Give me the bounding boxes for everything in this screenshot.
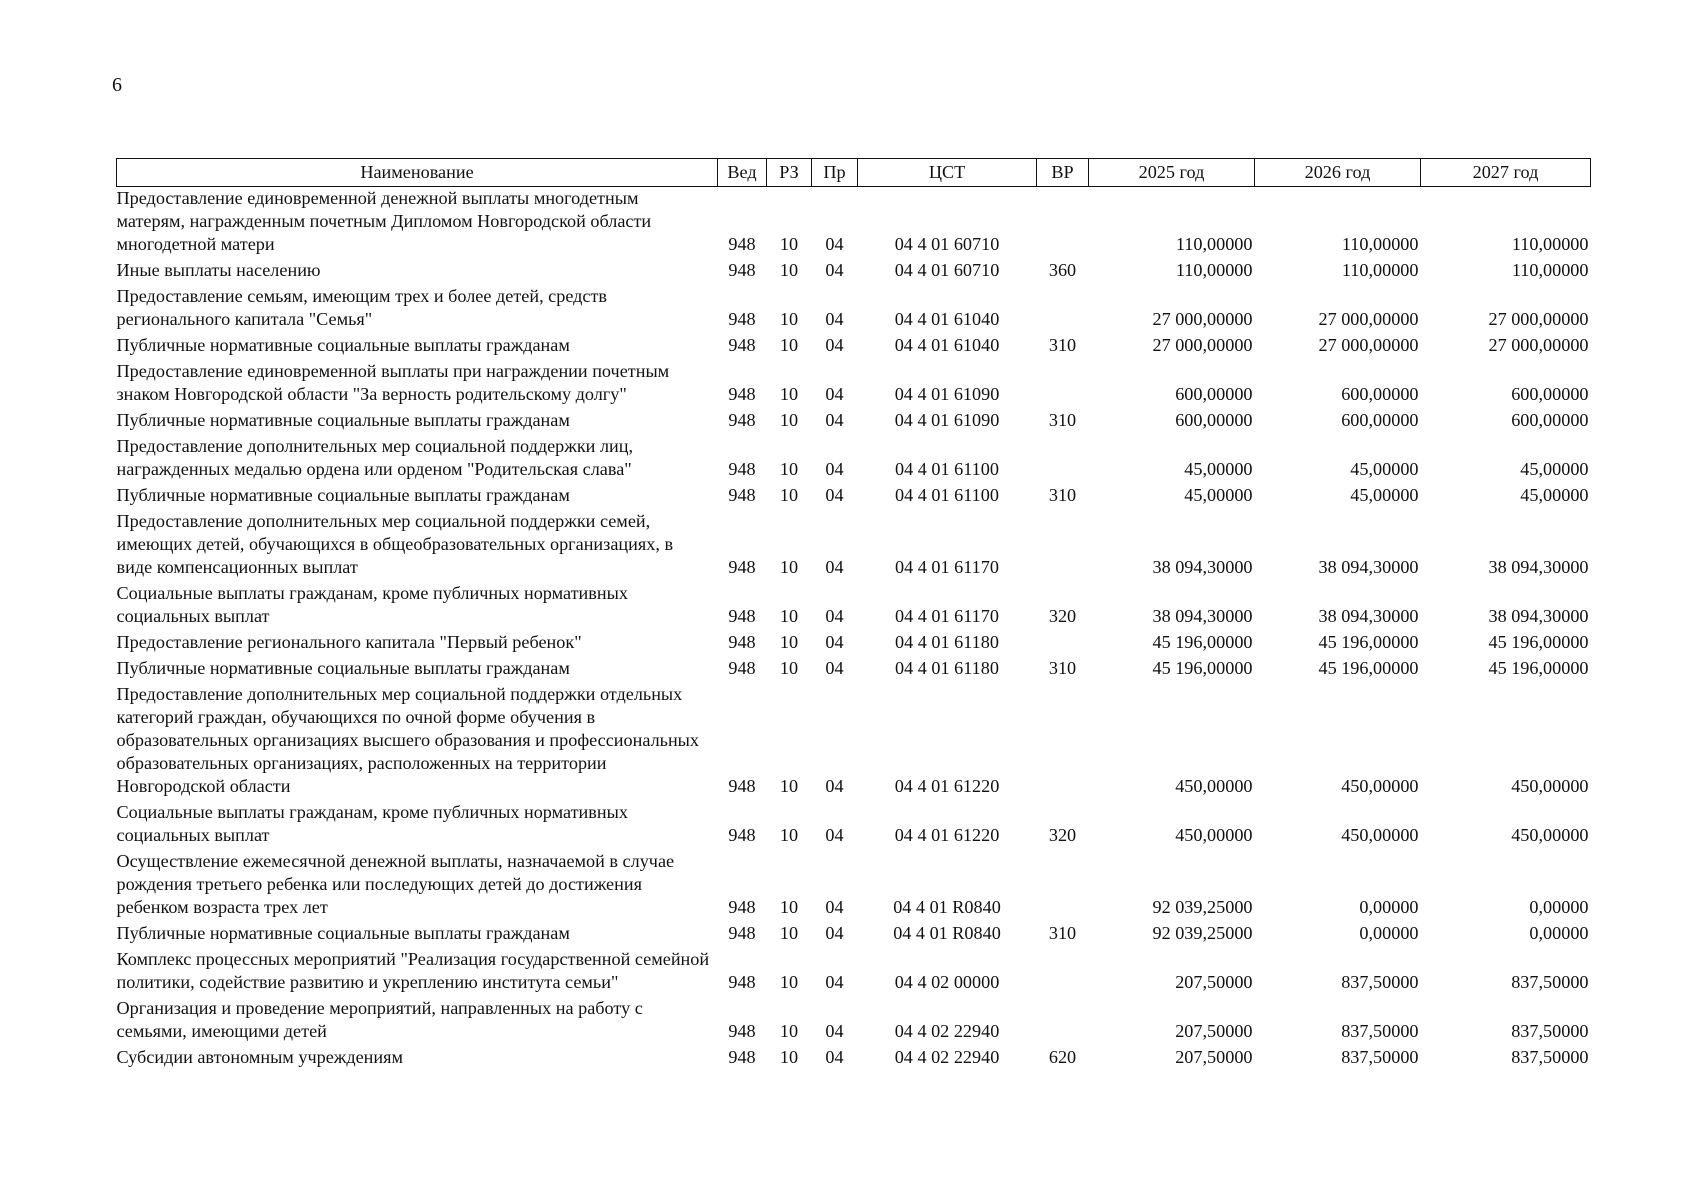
row-ved: 948 (728, 897, 756, 917)
row-cst: 04 4 01 61180 (895, 658, 999, 678)
row-value-2026: 27 000,00000 (1318, 309, 1419, 329)
row-ved: 948 (728, 1047, 756, 1067)
row-vr (1037, 435, 1089, 484)
row-pr: 04 (825, 260, 844, 280)
row-name: Социальные выплаты гражданам, кроме публичных нормативных социальных выплат (116, 802, 628, 845)
row-value-2025: 450,00000 (1175, 776, 1253, 796)
row-value-2027: 0,00000 (1529, 897, 1589, 917)
row-rz: 10 (779, 1021, 799, 1041)
row-vr (1037, 360, 1089, 409)
row-value-2026: 837,50000 (1341, 1047, 1419, 1067)
row-cst: 04 4 01 61100 (895, 459, 999, 479)
row-value-2027: 837,50000 (1511, 972, 1589, 992)
table-row (117, 187, 1591, 260)
row-pr: 04 (825, 776, 844, 796)
row-vr: 360 (1048, 260, 1077, 280)
table-row (117, 334, 1591, 360)
row-ved: 948 (728, 825, 756, 845)
row-name: Предоставление дополнительных мер социальной поддержки семей, имеющих детей, обучающихся в общеобразовательных организациях, в виде компенсационных выплат (116, 511, 674, 577)
row-value-2026: 38 094,30000 (1318, 606, 1419, 626)
row-rz: 10 (779, 632, 799, 652)
row-value-2026: 45,00000 (1350, 459, 1419, 479)
row-value-2025: 600,00000 (1175, 410, 1253, 430)
row-pr: 04 (825, 384, 844, 404)
row-value-2026: 600,00000 (1341, 384, 1419, 404)
row-cst: 04 4 01 60710 (894, 260, 1000, 280)
row-value-2025: 92 039,25000 (1152, 897, 1253, 917)
row-pr: 04 (825, 972, 844, 992)
row-value-2025: 45 196,00000 (1152, 658, 1253, 678)
row-ved: 948 (728, 309, 756, 329)
row-ved: 948 (728, 485, 756, 505)
row-name: Осуществление ежемесячной денежной выплаты, назначаемой в случае рождения третьего ребенка или последующих детей до достижения ребенком возраста трех лет (116, 851, 675, 917)
row-value-2025: 450,00000 (1175, 825, 1253, 845)
table-body (117, 187, 1591, 1073)
row-value-2027: 600,00000 (1511, 384, 1589, 404)
row-pr: 04 (825, 606, 844, 626)
row-name: Комплекс процессных мероприятий "Реализация государственной семейной политики, содействие развитию и укреплению института семьи" (116, 949, 710, 992)
row-ved: 948 (728, 658, 756, 678)
row-name: Предоставление единовременной выплаты при награждении почетным знаком Новгородской области "За верность родительскому долгу" (116, 361, 670, 404)
row-cst: 04 4 01 R0840 (893, 897, 1001, 917)
table-row (117, 285, 1591, 334)
table-row (117, 631, 1591, 657)
row-pr: 04 (825, 335, 844, 355)
row-vr: 310 (1048, 923, 1077, 943)
row-value-2027: 45 196,00000 (1488, 658, 1589, 678)
row-value-2027: 600,00000 (1511, 410, 1589, 430)
row-name: Публичные нормативные социальные выплаты гражданам (116, 410, 570, 430)
row-rz: 10 (779, 384, 799, 404)
row-ved: 948 (728, 1021, 756, 1041)
row-value-2026: 38 094,30000 (1318, 557, 1419, 577)
row-value-2025: 207,50000 (1175, 972, 1253, 992)
row-value-2026: 110,00000 (1341, 234, 1419, 254)
row-value-2025: 38 094,30000 (1152, 557, 1253, 577)
table-row (117, 922, 1591, 948)
row-cst: 04 4 01 61100 (895, 485, 999, 505)
row-vr (1037, 285, 1089, 334)
row-ved: 948 (728, 923, 756, 943)
row-name: Предоставление дополнительных мер социальной поддержки отдельных категорий граждан, обучающихся по очной форме обучения в образовательных организациях высшего образования и профессиональных образовательных организациях, расположенных на территории Новгородской области (116, 684, 699, 796)
row-name: Предоставление единовременной денежной выплаты многодетным матерям, награжденным почетным Дипломом Новгородской области многодетной матери (116, 188, 652, 254)
row-pr: 04 (825, 632, 844, 652)
row-cst: 04 4 01 61220 (894, 776, 1000, 796)
row-vr (1037, 850, 1089, 922)
row-value-2027: 27 000,00000 (1488, 309, 1589, 329)
row-pr: 04 (825, 1021, 844, 1041)
row-value-2027: 0,00000 (1529, 923, 1589, 943)
row-value-2025: 27 000,00000 (1152, 335, 1253, 355)
row-value-2027: 110,00000 (1511, 260, 1589, 280)
row-value-2025: 45,00000 (1184, 485, 1253, 505)
row-ved: 948 (728, 260, 756, 280)
table-row (117, 435, 1591, 484)
row-name: Иные выплаты населению (116, 260, 321, 280)
row-value-2026: 450,00000 (1341, 825, 1419, 845)
row-pr: 04 (825, 410, 844, 430)
row-vr: 320 (1048, 825, 1077, 845)
row-ved: 948 (728, 234, 756, 254)
row-value-2027: 45,00000 (1520, 485, 1589, 505)
row-rz: 10 (779, 260, 799, 280)
row-value-2025: 110,00000 (1175, 260, 1253, 280)
row-pr: 04 (825, 1047, 844, 1067)
row-cst: 04 4 01 61170 (895, 557, 999, 577)
row-rz: 10 (779, 658, 799, 678)
row-pr: 04 (825, 658, 844, 678)
row-pr: 04 (825, 234, 844, 254)
budget-table (116, 158, 1591, 1072)
row-name: Организация и проведение мероприятий, направленных на работу с семьями, имеющими детей (116, 998, 643, 1041)
row-name: Субсидии автономным учреждениям (116, 1047, 404, 1067)
row-ved: 948 (728, 410, 756, 430)
table-row (117, 948, 1591, 997)
row-value-2026: 600,00000 (1341, 410, 1419, 430)
row-rz: 10 (779, 825, 799, 845)
row-value-2026: 837,50000 (1341, 972, 1419, 992)
row-vr: 620 (1048, 1047, 1077, 1067)
header-vr: ВР (1037, 159, 1089, 187)
row-rz: 10 (779, 776, 799, 796)
row-pr: 04 (825, 557, 844, 577)
row-cst: 04 4 01 61090 (894, 384, 1000, 404)
row-ved: 948 (728, 972, 756, 992)
table-row (117, 360, 1591, 409)
table-row (117, 850, 1591, 922)
row-vr: 310 (1048, 335, 1077, 355)
row-rz: 10 (779, 335, 799, 355)
row-value-2027: 837,50000 (1511, 1047, 1589, 1067)
row-rz: 10 (779, 309, 799, 329)
row-value-2027: 38 094,30000 (1488, 606, 1589, 626)
row-name: Публичные нормативные социальные выплаты гражданам (116, 923, 570, 943)
row-value-2025: 45,00000 (1184, 459, 1253, 479)
row-cst: 04 4 02 00000 (894, 972, 1000, 992)
header-2027: 2027 год (1421, 159, 1591, 187)
row-value-2027: 450,00000 (1511, 776, 1589, 796)
row-ved: 948 (728, 606, 756, 626)
row-rz: 10 (779, 923, 799, 943)
row-vr (1037, 948, 1089, 997)
row-ved: 948 (728, 335, 756, 355)
row-ved: 948 (728, 459, 756, 479)
row-vr: 310 (1048, 485, 1077, 505)
row-value-2027: 837,50000 (1511, 1021, 1589, 1041)
row-name: Предоставление дополнительных мер социальной поддержки лиц, награжденных медалью ордена или орденом "Родительская слава" (116, 436, 634, 479)
row-cst: 04 4 01 61040 (894, 335, 1000, 355)
row-rz: 10 (779, 1047, 799, 1067)
header-2026: 2026 год (1255, 159, 1421, 187)
row-value-2025: 207,50000 (1175, 1047, 1253, 1067)
row-vr: 310 (1048, 658, 1077, 678)
row-vr (1037, 187, 1089, 260)
row-cst: 04 4 01 R0840 (893, 923, 1001, 943)
table-row (117, 997, 1591, 1046)
row-value-2025: 92 039,25000 (1152, 923, 1253, 943)
row-value-2026: 0,00000 (1359, 923, 1419, 943)
row-rz: 10 (779, 459, 799, 479)
row-value-2027: 27 000,00000 (1488, 335, 1589, 355)
row-rz: 10 (779, 234, 799, 254)
row-cst: 04 4 01 61090 (894, 410, 1000, 430)
row-value-2026: 27 000,00000 (1318, 335, 1419, 355)
table-row (117, 582, 1591, 631)
row-value-2025: 110,00000 (1175, 234, 1253, 254)
row-name: Предоставление семьям, имеющим трех и более детей, средств регионального капитала "Семья" (116, 286, 608, 329)
row-ved: 948 (728, 776, 756, 796)
table-row (117, 683, 1591, 801)
row-ved: 948 (728, 557, 756, 577)
row-value-2025: 45 196,00000 (1152, 632, 1253, 652)
row-value-2027: 45 196,00000 (1488, 632, 1589, 652)
row-rz: 10 (779, 606, 799, 626)
row-value-2026: 110,00000 (1341, 260, 1419, 280)
row-vr (1037, 510, 1089, 582)
row-vr: 310 (1048, 410, 1077, 430)
row-value-2025: 38 094,30000 (1152, 606, 1253, 626)
table-row (117, 510, 1591, 582)
row-cst: 04 4 01 61180 (895, 632, 999, 652)
row-ved: 948 (728, 384, 756, 404)
row-value-2025: 207,50000 (1175, 1021, 1253, 1041)
header-rz: РЗ (767, 159, 812, 187)
table-header (117, 159, 1591, 187)
row-value-2026: 450,00000 (1341, 776, 1419, 796)
row-pr: 04 (825, 309, 844, 329)
row-name: Публичные нормативные социальные выплаты гражданам (116, 658, 570, 678)
table-row (117, 1046, 1591, 1072)
row-pr: 04 (825, 485, 844, 505)
row-cst: 04 4 01 61170 (895, 606, 999, 626)
row-rz: 10 (779, 410, 799, 430)
row-value-2026: 45 196,00000 (1318, 632, 1419, 652)
header-cst: ЦСТ (858, 159, 1037, 187)
row-rz: 10 (779, 897, 799, 917)
row-vr: 320 (1048, 606, 1077, 626)
row-pr: 04 (825, 825, 844, 845)
row-vr (1037, 683, 1089, 801)
row-value-2027: 110,00000 (1511, 234, 1589, 254)
row-cst: 04 4 01 61220 (894, 825, 1000, 845)
row-cst: 04 4 01 60710 (894, 234, 1000, 254)
row-name: Социальные выплаты гражданам, кроме публичных нормативных социальных выплат (116, 583, 628, 626)
row-value-2027: 450,00000 (1511, 825, 1589, 845)
table-row (117, 484, 1591, 510)
page-number: 6 (112, 74, 122, 96)
row-value-2025: 600,00000 (1175, 384, 1253, 404)
row-value-2026: 0,00000 (1359, 897, 1419, 917)
table-row (117, 409, 1591, 435)
row-rz: 10 (779, 485, 799, 505)
row-name: Публичные нормативные социальные выплаты гражданам (116, 335, 570, 355)
row-value-2026: 45 196,00000 (1318, 658, 1419, 678)
header-ved: Вед (718, 159, 767, 187)
table-row (117, 657, 1591, 683)
row-rz: 10 (779, 557, 799, 577)
row-value-2026: 45,00000 (1350, 485, 1419, 505)
row-pr: 04 (825, 459, 844, 479)
row-value-2026: 837,50000 (1341, 1021, 1419, 1041)
row-name: Публичные нормативные социальные выплаты гражданам (116, 485, 570, 505)
table-row (117, 259, 1591, 285)
row-vr (1037, 631, 1089, 657)
header-pr: Пр (812, 159, 858, 187)
header-2025: 2025 год (1089, 159, 1255, 187)
row-name: Предоставление регионального капитала "Первый ребенок" (116, 632, 582, 652)
row-vr (1037, 997, 1089, 1046)
row-value-2025: 27 000,00000 (1152, 309, 1253, 329)
row-cst: 04 4 01 61040 (894, 309, 1000, 329)
row-pr: 04 (825, 897, 844, 917)
row-value-2027: 45,00000 (1520, 459, 1589, 479)
row-ved: 948 (728, 632, 756, 652)
row-value-2027: 38 094,30000 (1488, 557, 1589, 577)
row-cst: 04 4 02 22940 (894, 1021, 1000, 1041)
table-row (117, 801, 1591, 850)
row-pr: 04 (825, 923, 844, 943)
row-cst: 04 4 02 22940 (894, 1047, 1000, 1067)
header-name: Наименование (117, 159, 718, 187)
row-rz: 10 (779, 972, 799, 992)
